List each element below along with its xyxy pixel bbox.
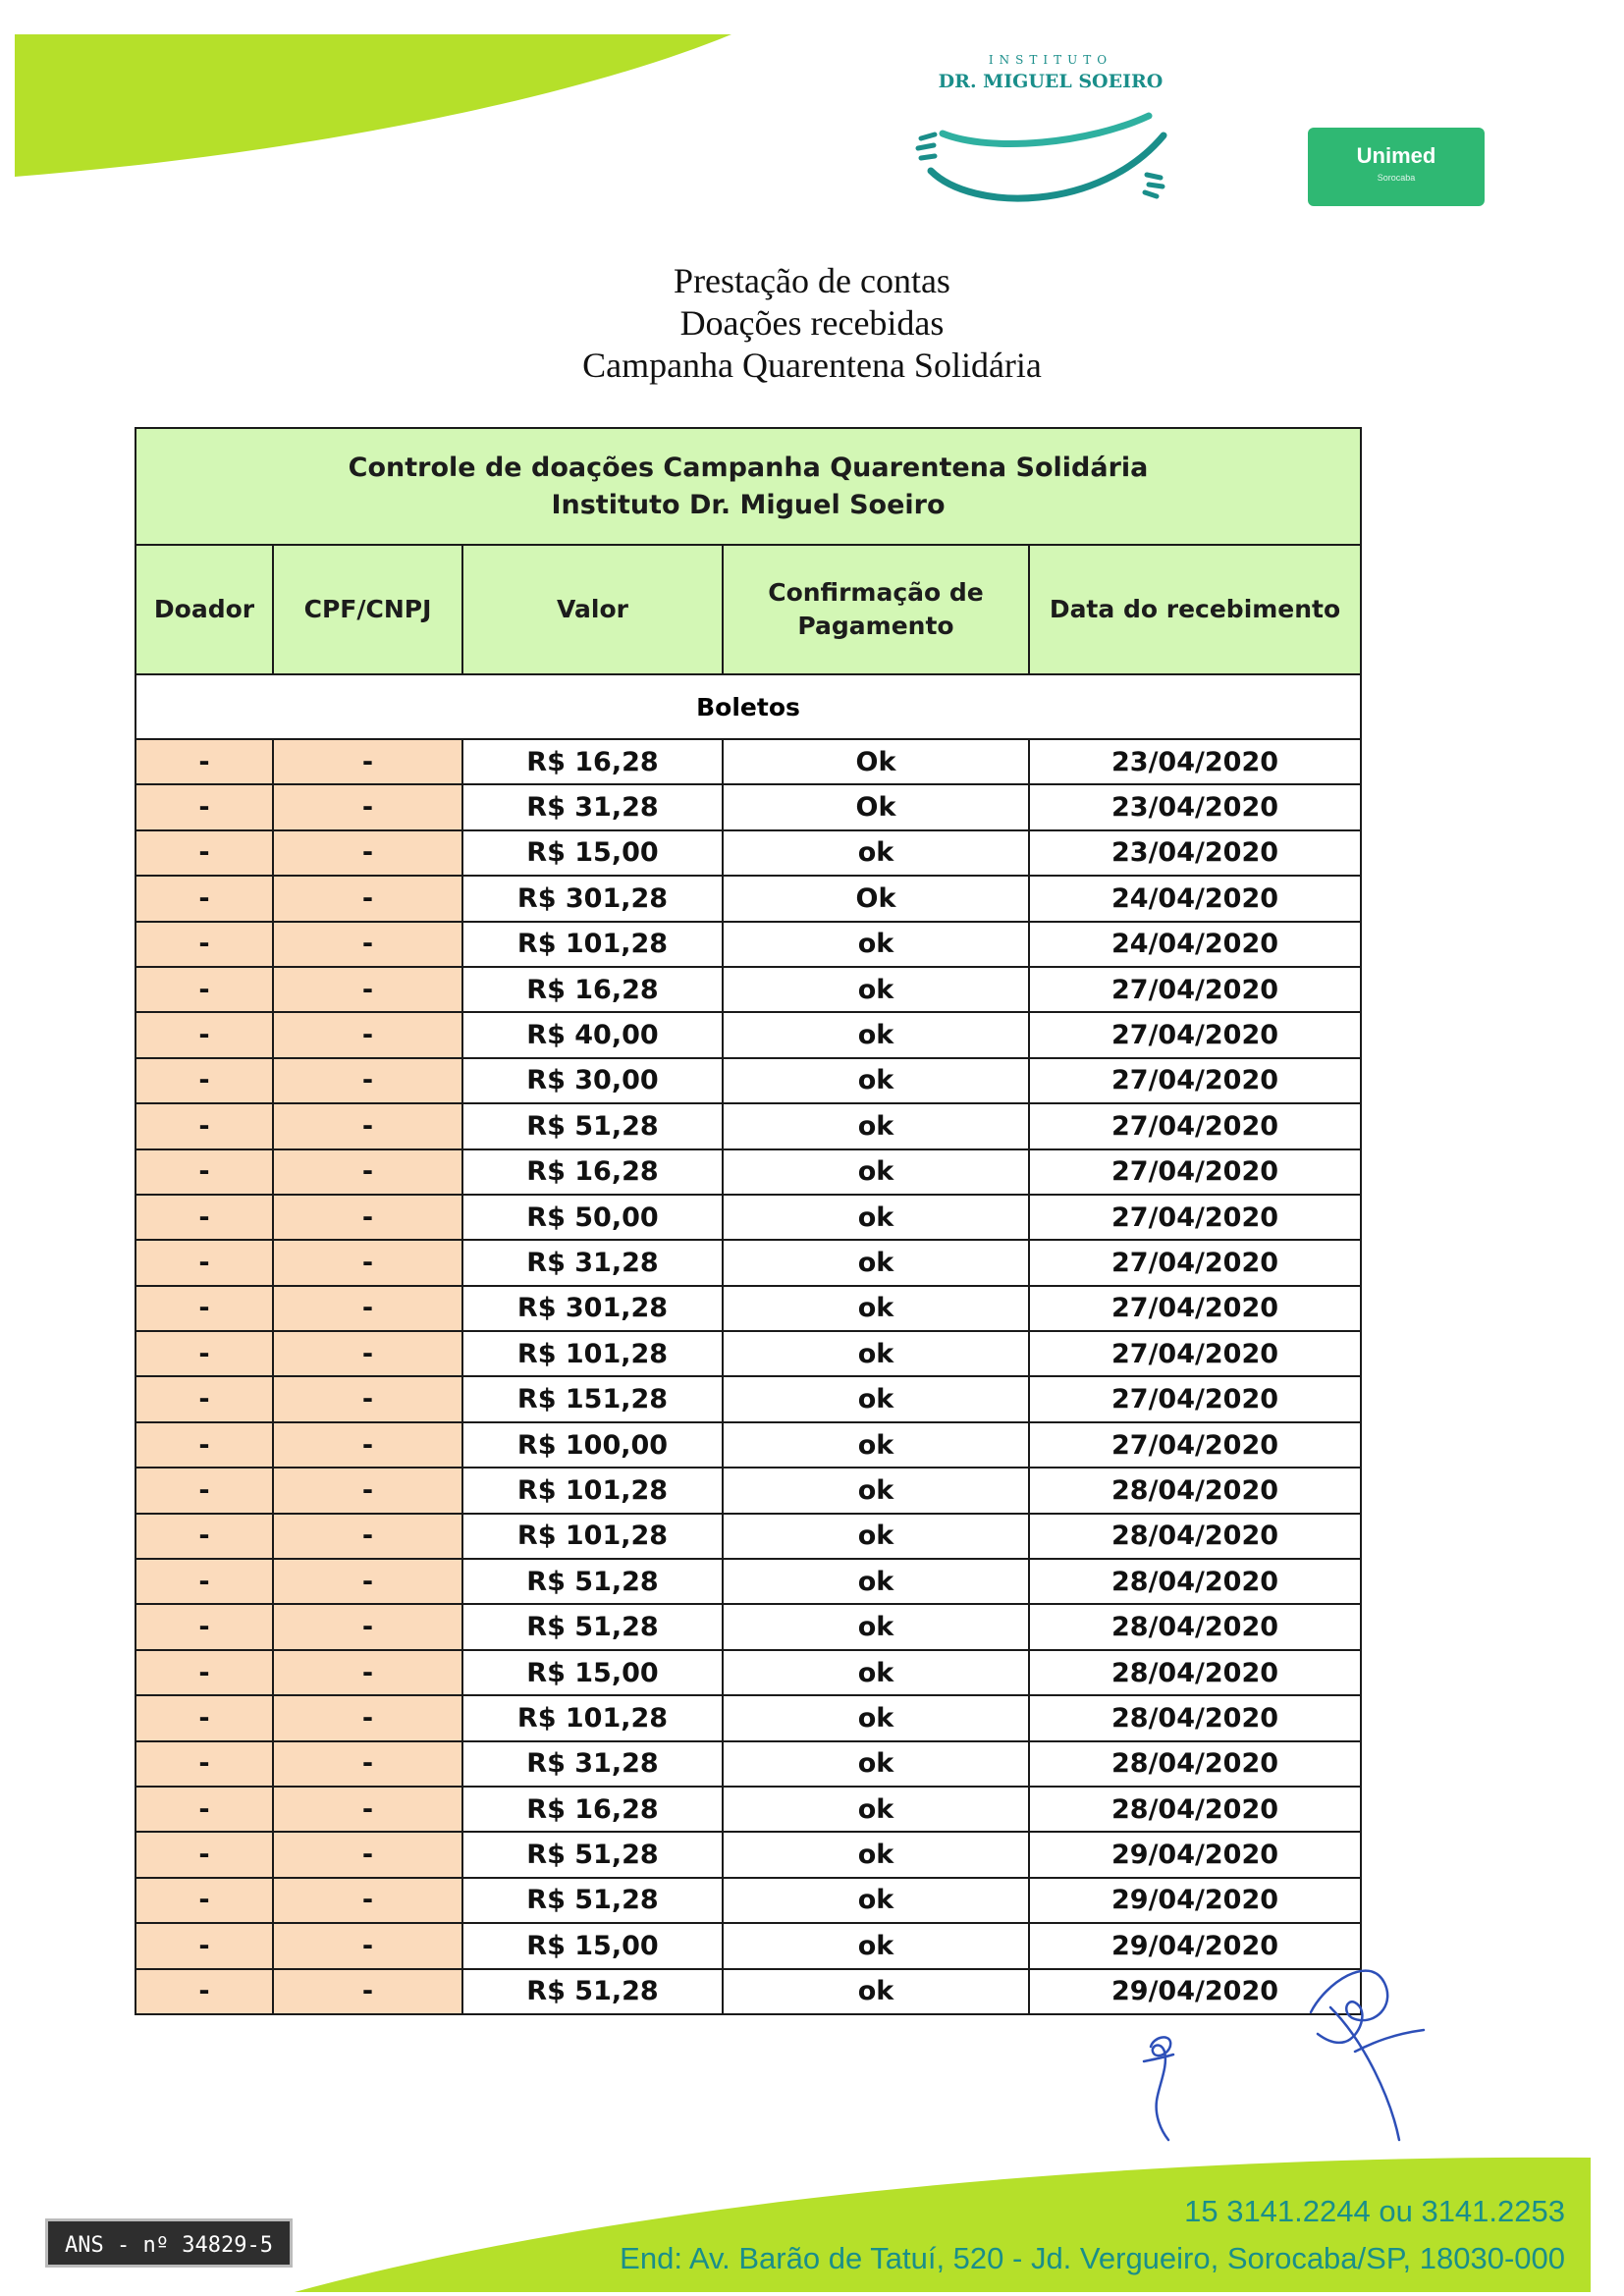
cell-confirmacao: ok xyxy=(723,1741,1029,1787)
cell-valor: R$ 51,28 xyxy=(462,1559,723,1604)
signature-2 xyxy=(1311,1971,1424,2140)
header-swoosh xyxy=(0,0,785,196)
cell-data: 27/04/2020 xyxy=(1029,1286,1361,1331)
cell-valor: R$ 101,28 xyxy=(462,922,723,967)
cell-cpf: - xyxy=(273,1559,462,1604)
cell-doador: - xyxy=(135,1695,273,1740)
hug-arms-icon xyxy=(903,94,1198,212)
table-title xyxy=(135,428,1361,545)
cell-confirmacao: ok xyxy=(723,1331,1029,1376)
cell-confirmacao: Ok xyxy=(723,876,1029,921)
table-row xyxy=(135,922,1361,967)
cell-cpf: - xyxy=(273,784,462,829)
table-row xyxy=(135,1787,1361,1832)
cell-confirmacao: ok xyxy=(723,1240,1029,1285)
cell-cpf: - xyxy=(273,1103,462,1148)
table-row xyxy=(135,1559,1361,1604)
cell-valor: R$ 151,28 xyxy=(462,1376,723,1421)
table-row xyxy=(135,1240,1361,1285)
column-header-cpf: CPF/CNPJ xyxy=(273,545,462,674)
cell-cpf: - xyxy=(273,1331,462,1376)
cell-valor: R$ 51,28 xyxy=(462,1969,723,2014)
cell-cpf: - xyxy=(273,1422,462,1468)
cell-valor: R$ 101,28 xyxy=(462,1695,723,1740)
unimed-sub: Sorocaba xyxy=(1377,173,1416,183)
cell-cpf: - xyxy=(273,1650,462,1695)
cell-doador: - xyxy=(135,1331,273,1376)
column-header-valor: Valor xyxy=(462,545,723,674)
table-row xyxy=(135,784,1361,829)
cell-data: 27/04/2020 xyxy=(1029,1012,1361,1057)
table-row xyxy=(135,1422,1361,1468)
section-boletos: Boletos xyxy=(135,674,1361,739)
logo-small-text: INSTITUTO xyxy=(988,53,1113,67)
footer-address: End: Av. Barão de Tatuí, 520 - Jd. Vergueiro, Sorocaba/SP, 18030-000 xyxy=(620,2241,1565,2275)
cell-doador: - xyxy=(135,1422,273,1468)
table-row xyxy=(135,1195,1361,1240)
cell-data: 27/04/2020 xyxy=(1029,1331,1361,1376)
table-row xyxy=(135,1695,1361,1740)
table-title-line-2: Instituto Dr. Miguel Soeiro xyxy=(551,489,946,520)
cell-confirmacao: ok xyxy=(723,922,1029,967)
unimed-logo xyxy=(1308,128,1485,206)
cell-cpf: - xyxy=(273,830,462,876)
cell-doador: - xyxy=(135,784,273,829)
cell-doador: - xyxy=(135,1149,273,1195)
cell-confirmacao: ok xyxy=(723,1923,1029,1968)
cell-valor: R$ 101,28 xyxy=(462,1468,723,1513)
cell-doador: - xyxy=(135,1923,273,1968)
cell-cpf: - xyxy=(273,967,462,1012)
cell-doador: - xyxy=(135,876,273,921)
cell-doador: - xyxy=(135,1058,273,1103)
cell-doador: - xyxy=(135,1559,273,1604)
cell-valor: R$ 31,28 xyxy=(462,1240,723,1285)
cell-confirmacao: ok xyxy=(723,1422,1029,1468)
table-row xyxy=(135,1878,1361,1923)
donations-table xyxy=(135,427,1362,2015)
cell-valor: R$ 16,28 xyxy=(462,1787,723,1832)
cell-doador: - xyxy=(135,1195,273,1240)
cell-data: 29/04/2020 xyxy=(1029,1832,1361,1877)
cell-data: 27/04/2020 xyxy=(1029,1195,1361,1240)
cell-valor: R$ 301,28 xyxy=(462,876,723,921)
cell-doador: - xyxy=(135,1514,273,1559)
column-header-doador: Doador xyxy=(135,545,273,674)
cell-data: 24/04/2020 xyxy=(1029,922,1361,967)
cell-doador: - xyxy=(135,1103,273,1148)
donations-table-container xyxy=(135,427,1360,2022)
cell-confirmacao: ok xyxy=(723,967,1029,1012)
table-row xyxy=(135,1376,1361,1421)
table-row xyxy=(135,1012,1361,1057)
cell-cpf: - xyxy=(273,1969,462,2014)
column-header-data: Data do recebimento xyxy=(1029,545,1361,674)
cell-valor: R$ 50,00 xyxy=(462,1195,723,1240)
cell-doador: - xyxy=(135,1468,273,1513)
table-row xyxy=(135,1604,1361,1649)
table-row xyxy=(135,1149,1361,1195)
cell-doador: - xyxy=(135,1969,273,2014)
title-line-2: Doações recebidas xyxy=(679,303,945,343)
cell-confirmacao: Ok xyxy=(723,739,1029,784)
cell-cpf: - xyxy=(273,1878,462,1923)
cell-doador: - xyxy=(135,1604,273,1649)
cell-confirmacao: ok xyxy=(723,1468,1029,1513)
cell-valor: R$ 31,28 xyxy=(462,784,723,829)
cell-cpf: - xyxy=(273,1149,462,1195)
cell-cpf: - xyxy=(273,922,462,967)
cell-confirmacao: ok xyxy=(723,1195,1029,1240)
cell-doador: - xyxy=(135,967,273,1012)
table-title-line-1: Controle de doações Campanha Quarentena Solidária xyxy=(348,452,1149,483)
cell-data: 28/04/2020 xyxy=(1029,1787,1361,1832)
cell-valor: R$ 16,28 xyxy=(462,1149,723,1195)
cell-data: 29/04/2020 xyxy=(1029,1923,1361,1968)
cell-data: 23/04/2020 xyxy=(1029,784,1361,829)
cell-cpf: - xyxy=(273,1286,462,1331)
table-row xyxy=(135,1468,1361,1513)
cell-valor: R$ 15,00 xyxy=(462,1650,723,1695)
cell-valor: R$ 51,28 xyxy=(462,1103,723,1148)
cell-data: 23/04/2020 xyxy=(1029,830,1361,876)
cell-confirmacao: ok xyxy=(723,1514,1029,1559)
cell-confirmacao: ok xyxy=(723,1103,1029,1148)
cell-confirmacao: ok xyxy=(723,1286,1029,1331)
cell-confirmacao: ok xyxy=(723,830,1029,876)
cell-doador: - xyxy=(135,1741,273,1787)
cell-confirmacao: ok xyxy=(723,1012,1029,1057)
table-row xyxy=(135,967,1361,1012)
cell-data: 27/04/2020 xyxy=(1029,1376,1361,1421)
cell-data: 28/04/2020 xyxy=(1029,1741,1361,1787)
cell-doador: - xyxy=(135,1832,273,1877)
table-row xyxy=(135,1058,1361,1103)
cell-cpf: - xyxy=(273,1741,462,1787)
cell-cpf: - xyxy=(273,1695,462,1740)
cell-valor: R$ 16,28 xyxy=(462,739,723,784)
cell-cpf: - xyxy=(273,1832,462,1877)
table-row xyxy=(135,1286,1361,1331)
cell-cpf: - xyxy=(273,1376,462,1421)
table-row xyxy=(135,1741,1361,1787)
cell-data: 27/04/2020 xyxy=(1029,1103,1361,1148)
cell-data: 23/04/2020 xyxy=(1029,739,1361,784)
cell-confirmacao: ok xyxy=(723,1376,1029,1421)
cell-valor: R$ 31,28 xyxy=(462,1741,723,1787)
cell-data: 27/04/2020 xyxy=(1029,1149,1361,1195)
cell-data: 29/04/2020 xyxy=(1029,1969,1361,2014)
cell-data: 27/04/2020 xyxy=(1029,1240,1361,1285)
cell-doador: - xyxy=(135,830,273,876)
cell-data: 27/04/2020 xyxy=(1029,967,1361,1012)
cell-valor: R$ 40,00 xyxy=(462,1012,723,1057)
cell-valor: R$ 51,28 xyxy=(462,1604,723,1649)
cell-data: 28/04/2020 xyxy=(1029,1604,1361,1649)
cell-valor: R$ 101,28 xyxy=(462,1331,723,1376)
cell-valor: R$ 30,00 xyxy=(462,1058,723,1103)
cell-confirmacao: ok xyxy=(723,1832,1029,1877)
cell-valor: R$ 15,00 xyxy=(462,1923,723,1968)
cell-confirmacao: ok xyxy=(723,1878,1029,1923)
table-row xyxy=(135,1832,1361,1877)
cell-data: 28/04/2020 xyxy=(1029,1695,1361,1740)
cell-confirmacao: ok xyxy=(723,1969,1029,2014)
cell-valor: R$ 51,28 xyxy=(462,1878,723,1923)
cell-data: 28/04/2020 xyxy=(1029,1559,1361,1604)
cell-confirmacao: ok xyxy=(723,1604,1029,1649)
cell-data: 24/04/2020 xyxy=(1029,876,1361,921)
signature-1 xyxy=(1144,2037,1173,2140)
cell-cpf: - xyxy=(273,1058,462,1103)
cell-doador: - xyxy=(135,1012,273,1057)
logo-name: DR. MIGUEL SOEIRO xyxy=(938,71,1164,92)
ans-badge: ANS - nº 34829-5 xyxy=(45,2218,293,2268)
cell-cpf: - xyxy=(273,1514,462,1559)
table-row xyxy=(135,1103,1361,1148)
cell-doador: - xyxy=(135,1878,273,1923)
cell-valor: R$ 101,28 xyxy=(462,1514,723,1559)
title-line-3: Campanha Quarentena Solidária xyxy=(582,346,1042,385)
cell-data: 29/04/2020 xyxy=(1029,1878,1361,1923)
cell-confirmacao: ok xyxy=(723,1787,1029,1832)
cell-cpf: - xyxy=(273,739,462,784)
cell-data: 27/04/2020 xyxy=(1029,1058,1361,1103)
cell-doador: - xyxy=(135,1787,273,1832)
cell-confirmacao: ok xyxy=(723,1695,1029,1740)
cell-data: 28/04/2020 xyxy=(1029,1468,1361,1513)
cell-data: 28/04/2020 xyxy=(1029,1514,1361,1559)
cell-valor: R$ 51,28 xyxy=(462,1832,723,1877)
cell-cpf: - xyxy=(273,1012,462,1057)
cell-data: 27/04/2020 xyxy=(1029,1422,1361,1468)
table-row xyxy=(135,830,1361,876)
cell-confirmacao: ok xyxy=(723,1058,1029,1103)
institute-logo xyxy=(903,37,1198,214)
table-row xyxy=(135,876,1361,921)
cell-doador: - xyxy=(135,922,273,967)
column-header-confirmacao: Confirmação de Pagamento xyxy=(723,545,1029,674)
unimed-name: Unimed xyxy=(1356,143,1436,168)
cell-doador: - xyxy=(135,1376,273,1421)
table-row xyxy=(135,1650,1361,1695)
table-row xyxy=(135,739,1361,784)
cell-confirmacao: ok xyxy=(723,1149,1029,1195)
table-row xyxy=(135,1514,1361,1559)
cell-confirmacao: ok xyxy=(723,1650,1029,1695)
cell-cpf: - xyxy=(273,1787,462,1832)
cell-cpf: - xyxy=(273,876,462,921)
cell-valor: R$ 100,00 xyxy=(462,1422,723,1468)
cell-doador: - xyxy=(135,1240,273,1285)
table-body xyxy=(135,739,1361,2014)
cell-cpf: - xyxy=(273,1240,462,1285)
cell-confirmacao: ok xyxy=(723,1559,1029,1604)
cell-cpf: - xyxy=(273,1468,462,1513)
title-line-1: Prestação de contas xyxy=(674,261,950,300)
cell-doador: - xyxy=(135,1650,273,1695)
cell-valor: R$ 15,00 xyxy=(462,830,723,876)
table-row xyxy=(135,1331,1361,1376)
cell-doador: - xyxy=(135,739,273,784)
cell-confirmacao: Ok xyxy=(723,784,1029,829)
cell-doador: - xyxy=(135,1286,273,1331)
cell-data: 28/04/2020 xyxy=(1029,1650,1361,1695)
cell-cpf: - xyxy=(273,1195,462,1240)
footer-phone: 15 3141.2244 ou 3141.2253 xyxy=(1184,2194,1565,2228)
cell-cpf: - xyxy=(273,1923,462,1968)
cell-cpf: - xyxy=(273,1604,462,1649)
cell-valor: R$ 301,28 xyxy=(462,1286,723,1331)
cell-valor: R$ 16,28 xyxy=(462,967,723,1012)
